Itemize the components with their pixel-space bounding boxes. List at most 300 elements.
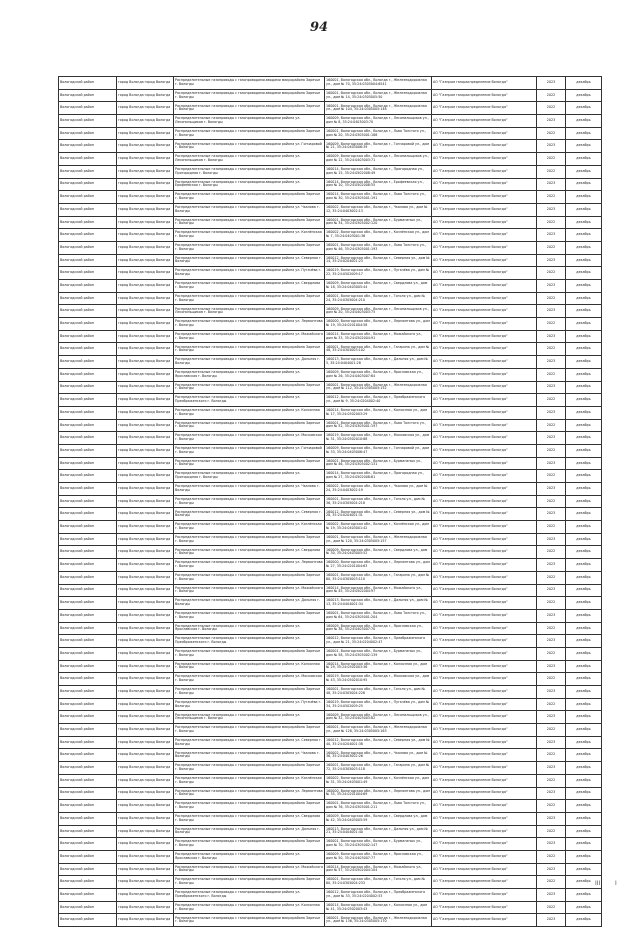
organization-cell: АО "Газпром газораспределение Вологда" — [432, 635, 537, 648]
address-cell: 160009, Вологодская обл., Вологда г., Лесопильщиков ул., дом № 20, 35:24:0403003:75 — [325, 305, 432, 318]
work-description-cell: Распределительные газопроводы с газопроводами-вводами района ул. Гончаровой г. Вологды — [174, 140, 325, 153]
address-cell: 160001, Вологодская обл., Вологда г., Железнодорожная ул., дом № 70, 35:24:0305004:6541 — [325, 77, 432, 90]
district-cell: Вологодский район — [59, 77, 117, 90]
organization-cell: АО "Газпром газораспределение Вологда" — [432, 432, 537, 445]
table-row — [59, 381, 602, 394]
organization-cell: АО "Газпром газораспределение Вологда" — [432, 444, 537, 457]
work-description-cell: Распределительные газопроводы с газопроводами-вводами микрорайона Заречье г. Вологды — [174, 292, 325, 305]
table-row — [59, 914, 602, 927]
district-cell: Вологодский район — [59, 191, 117, 204]
address-cell: 160012, Вологодская обл., Вологда г., Преображенского ул., дом № 9, 35:24:0204002:40 — [325, 394, 432, 407]
month-cell: декабрь — [566, 825, 602, 838]
address-cell: 160014, Вологодская обл., Вологда г., Колхозная ул., дом № 41, 35:24:0502003:43 — [325, 901, 432, 914]
organization-cell: АО "Газпром газораспределение Вологда" — [432, 660, 537, 673]
address-cell: 160014, Вологодская обл., Вологда г., Ерофеевская ул., дом № 10, 35:24:0502008:55 — [325, 178, 432, 191]
month-cell: декабрь — [566, 140, 602, 153]
district-cell: Вологодский район — [59, 889, 117, 902]
organization-cell: АО "Газпром газораспределение Вологда" — [432, 622, 537, 635]
work-description-cell: Распределительные газопроводы с газопроводами-вводами района ул. Можайского г. Вологды — [174, 863, 325, 876]
year-cell: 2023 — [537, 584, 566, 597]
settlement-cell: город Вологда город Вологда — [117, 419, 174, 432]
month-cell: декабрь — [566, 483, 602, 496]
address-cell: 160013, Вологодская обл., Вологда г., Дальняя ул., дом № 5, 35:24:0404001:28 — [325, 356, 432, 369]
organization-cell: АО "Газпром газораспределение Вологда" — [432, 241, 537, 254]
table-row — [59, 140, 602, 153]
year-cell: 2022 — [537, 343, 566, 356]
table-row — [59, 229, 602, 242]
month-cell: декабрь — [566, 444, 602, 457]
table-row — [59, 800, 602, 813]
address-cell: 160009, Вологодская обл., Вологда г., Лесопильщиков ул., дом № 32, 35:24:0403003:82 — [325, 711, 432, 724]
year-cell: 2023 — [537, 254, 566, 267]
district-cell: Вологодский район — [59, 178, 117, 191]
work-description-cell: Распределительные газопроводы с газопроводами-вводами района ул. Преображенского г. Вологды — [174, 889, 325, 902]
year-cell: 2023 — [537, 330, 566, 343]
work-description-cell: Распределительные газопроводы с газопроводами-вводами района ул. Лермонтова г. Вологды — [174, 318, 325, 331]
month-cell: декабрь — [566, 495, 602, 508]
work-description-cell: Распределительные газопроводы с газопроводами-вводами района ул. Ярославская г. Вологды — [174, 368, 325, 381]
work-description-cell: Распределительные газопроводы с газопроводами-вводами района ул. Северная г. Вологды — [174, 254, 325, 267]
organization-cell: АО "Газпром газораспределение Вологда" — [432, 267, 537, 280]
table-row — [59, 571, 602, 584]
month-cell: декабрь — [566, 241, 602, 254]
table-row — [59, 749, 602, 762]
address-cell: 160001, Вологодская обл., Вологда г., Железнодорожная ул., дом № 128, 35:24:0305005:163 — [325, 724, 432, 737]
organization-cell: АО "Газпром газораспределение Вологда" — [432, 812, 537, 825]
address-cell: 160001, Вологодская обл., Вологда г., Льва Толстого ул., дом № 20, 35:24:0305001:188 — [325, 127, 432, 140]
address-cell: 160014, Вологодская обл., Вологда г., Можайского ул., дом № 57, 35:24:0502004:104 — [325, 863, 432, 876]
work-description-cell: Распределительные газопроводы с газопроводами-вводами микрорайона Заречье г. Вологды — [174, 127, 325, 140]
address-cell: 160009, Вологодская обл., Вологда г., Ярославская ул., дом № 26, 35:24:0403007:64 — [325, 368, 432, 381]
work-description-cell: Распределительные газопроводы с газопроводами-вводами района ул. Лесопильщиков г. Вологды — [174, 153, 325, 166]
year-cell: 2022 — [537, 876, 566, 889]
address-cell: 160014, Вологодская обл., Вологда г., Колхозная ул., дом № 17, 35:24:0502003:29 — [325, 406, 432, 419]
settlement-cell: город Вологда город Вологда — [117, 521, 174, 534]
year-cell: 2023 — [537, 483, 566, 496]
organization-cell: АО "Газпром газораспределение Вологда" — [432, 140, 537, 153]
table-row — [59, 889, 602, 902]
address-cell: 160014, Вологодская обл., Вологда г., Льва Толстого ул., дом № 30, 35:24:0305001:191 — [325, 191, 432, 204]
month-cell: декабрь — [566, 254, 602, 267]
work-description-cell: Распределительные газопроводы с газопроводами-вводами микрорайона Заречье г. Вологды — [174, 77, 325, 90]
address-cell: 160001, Вологодская обл., Вологда г., Железнодорожная ул., дом № 14, 35:24:0305005:50 — [325, 89, 432, 102]
settlement-cell: город Вологда город Вологда — [117, 102, 174, 115]
table-row — [59, 673, 602, 686]
table-row — [59, 508, 602, 521]
year-cell: 2022 — [537, 127, 566, 140]
work-description-cell: Распределительные газопроводы с газопроводами-вводами района ул. Колхозная г. Вологды — [174, 901, 325, 914]
work-description-cell: Распределительные газопроводы с газопроводами-вводами района ул. Ярославская г. Вологды — [174, 850, 325, 863]
settlement-cell: город Вологда город Вологда — [117, 660, 174, 673]
month-cell: декабрь — [566, 356, 602, 369]
address-cell: 160001, Вологодская обл., Вологда г., Бурмагиных ул., дом № 46, 35:24:0305002:131 — [325, 457, 432, 470]
table-row — [59, 597, 602, 610]
work-description-cell: Распределительные газопроводы с газопроводами-вводами района ул. Можайского г. Вологды — [174, 584, 325, 597]
address-cell: 160002, Вологодская обл., Вологда г., Чкалова ул., дом № 24, 35:24:0403002:19 — [325, 483, 432, 496]
address-cell: 160001, Вологодская обл., Вологда г., Железнодорожная ул., дом № 112, 35:24:0305005:152 — [325, 381, 432, 394]
district-cell: Вологодский район — [59, 635, 117, 648]
settlement-cell: город Вологда город Вологда — [117, 368, 174, 381]
year-cell: 2022 — [537, 444, 566, 457]
month-cell: декабрь — [566, 863, 602, 876]
table-row — [59, 318, 602, 331]
year-cell: 2022 — [537, 698, 566, 711]
table-body — [59, 77, 602, 927]
organization-cell: АО "Газпром газораспределение Вологда" — [432, 178, 537, 191]
settlement-cell: город Вологда город Вологда — [117, 850, 174, 863]
table-row — [59, 635, 602, 648]
year-cell: 2023 — [537, 762, 566, 775]
work-description-cell: Распределительные газопроводы с газопроводами-вводами микрорайона Заречье г. Вологды — [174, 191, 325, 204]
organization-cell: АО "Газпром газораспределение Вологда" — [432, 419, 537, 432]
year-cell: 2022 — [537, 216, 566, 229]
address-cell: 160009, Вологодская обл., Вологда г., Свердлова ул., дом № 18, 35:24:0403005:44 — [325, 280, 432, 293]
month-cell: декабрь — [566, 698, 602, 711]
district-cell: Вологодский район — [59, 533, 117, 546]
address-cell: 160001, Вологодская обл., Вологда г., Льва Толстого ул., дом № 46, 35:24:0305001:193 — [325, 241, 432, 254]
settlement-cell: город Вологда город Вологда — [117, 622, 174, 635]
month-cell: декабрь — [566, 280, 602, 293]
organization-cell: АО "Газпром газораспределение Вологда" — [432, 203, 537, 216]
table-row — [59, 356, 602, 369]
year-cell: 2023 — [537, 356, 566, 369]
address-cell: 160012, Вологодская обл., Вологда г., Северная ул., дом № 14, 35:24:0204001:23 — [325, 254, 432, 267]
settlement-cell: город Вологда город Вологда — [117, 711, 174, 724]
table-row — [59, 191, 602, 204]
table-row — [59, 660, 602, 673]
table-row — [59, 698, 602, 711]
organization-cell: АО "Газпром газораспределение Вологда" — [432, 686, 537, 699]
settlement-cell: город Вологда город Вологда — [117, 800, 174, 813]
work-description-cell: Распределительные газопроводы с газопроводами-вводами микрорайона Заречье г. Вологды — [174, 686, 325, 699]
table-row — [59, 216, 602, 229]
work-description-cell: Распределительные газопроводы с газопроводами-вводами района ул. Колхозная г. Вологды — [174, 406, 325, 419]
month-cell: декабрь — [566, 191, 602, 204]
year-cell: 2022 — [537, 724, 566, 737]
work-description-cell: Распределительные газопроводы с газопроводами-вводами района ул. Свердлова г. Вологды — [174, 280, 325, 293]
district-cell: Вологодский район — [59, 546, 117, 559]
settlement-cell: город Вологда город Вологда — [117, 559, 174, 572]
table-row — [59, 127, 602, 140]
address-cell: 160001, Вологодская обл., Вологда г., Гагарина ул., дом № 48, 35:24:0305003:102 — [325, 343, 432, 356]
month-cell: декабрь — [566, 850, 602, 863]
settlement-cell: город Вологда город Вологда — [117, 838, 174, 851]
settlement-cell: город Вологда город Вологда — [117, 686, 174, 699]
month-cell: декабрь — [566, 812, 602, 825]
organization-cell: АО "Газпром газораспределение Вологда" — [432, 508, 537, 521]
month-cell: декабрь — [566, 647, 602, 660]
organization-cell: АО "Газпром газораспределение Вологда" — [432, 280, 537, 293]
settlement-cell: город Вологда город Вологда — [117, 863, 174, 876]
organization-cell: АО "Газпром газораспределение Вологда" — [432, 825, 537, 838]
district-cell: Вологодский район — [59, 863, 117, 876]
table-row — [59, 102, 602, 115]
settlement-cell: город Вологда город Вологда — [117, 457, 174, 470]
page-number: 94 — [310, 20, 329, 35]
month-cell: декабрь — [566, 749, 602, 762]
work-description-cell: Распределительные газопроводы с газопроводами-вводами района ул. Пригородная г. Вологды — [174, 470, 325, 483]
organization-cell: АО "Газпром газораспределение Вологда" — [432, 356, 537, 369]
work-description-cell: Распределительные газопроводы с газопроводами-вводами района ул. Лесопильщиков г. Вологды — [174, 305, 325, 318]
table-row — [59, 343, 602, 356]
year-cell: 2022 — [537, 241, 566, 254]
settlement-cell: город Вологда город Вологда — [117, 724, 174, 737]
address-cell: 160001, Вологодская обл., Вологда г., Гоголя ул., дом № 60, 35:24:0305004:233 — [325, 876, 432, 889]
month-cell: декабрь — [566, 457, 602, 470]
district-cell: Вологодский район — [59, 901, 117, 914]
month-cell: декабрь — [566, 394, 602, 407]
address-cell: 160014, Вологодская обл., Вологда г., Колхозная ул., дом № 29, 35:24:0502003:36 — [325, 660, 432, 673]
year-cell: 2022 — [537, 267, 566, 280]
settlement-cell: город Вологда город Вологда — [117, 876, 174, 889]
table-row — [59, 419, 602, 432]
address-cell: 160009, Вологодская обл., Вологда г., Ярославская ул., дом № 50, 35:24:0403007:77 — [325, 850, 432, 863]
table-row — [59, 444, 602, 457]
table-row — [59, 787, 602, 800]
district-cell: Вологодский район — [59, 432, 117, 445]
month-cell: декабрь — [566, 660, 602, 673]
district-cell: Вологодский район — [59, 254, 117, 267]
work-description-cell: Распределительные газопроводы с газопроводами-вводами района ул. Московская г. Вологды — [174, 673, 325, 686]
settlement-cell: город Вологда город Вологда — [117, 165, 174, 178]
year-cell: 2022 — [537, 622, 566, 635]
work-description-cell: Распределительные газопроводы с газопроводами-вводами микрорайона Заречье г. Вологды — [174, 800, 325, 813]
settlement-cell: город Вологда город Вологда — [117, 394, 174, 407]
work-description-cell: Распределительные газопроводы с газопроводами-вводами микрорайона Заречье г. Вологды — [174, 914, 325, 927]
settlement-cell: город Вологда город Вологда — [117, 406, 174, 419]
organization-cell: АО "Газпром газораспределение Вологда" — [432, 102, 537, 115]
organization-cell: АО "Газпром газораспределение Вологда" — [432, 889, 537, 902]
district-cell: Вологодский район — [59, 165, 117, 178]
district-cell: Вологодский район — [59, 203, 117, 216]
settlement-cell: город Вологда город Вологда — [117, 673, 174, 686]
organization-cell: АО "Газпром газораспределение Вологда" — [432, 305, 537, 318]
organization-cell: АО "Газпром газораспределение Вологда" — [432, 521, 537, 534]
address-cell: 160001, Вологодская обл., Вологда г., Гоголя ул., дом № 24, 35:24:0305004:210 — [325, 292, 432, 305]
work-description-cell: Распределительные газопроводы с газопроводами-вводами района ул. Лесопильщиков г. Вологды — [174, 115, 325, 128]
work-description-cell: Распределительные газопроводы с газопроводами-вводами микрорайона Заречье г. Вологды — [174, 102, 325, 115]
district-cell: Вологодский район — [59, 267, 117, 280]
month-cell: декабрь — [566, 838, 602, 851]
address-cell: 160009, Вологодская обл., Вологда г., Гончаровой ул., дом № 33, 35:24:0403006:47 — [325, 444, 432, 457]
organization-cell: АО "Газпром газораспределение Вологда" — [432, 153, 537, 166]
table-row — [59, 470, 602, 483]
address-cell: 160002, Вологодская обл., Вологда г., Козлёнская ул., дом № 31, 35:24:0403001:49 — [325, 774, 432, 787]
table-row — [59, 825, 602, 838]
table-row — [59, 686, 602, 699]
address-cell: 160013, Вологодская обл., Вологда г., Дальняя ул., дом № 13, 35:24:0404001:34 — [325, 597, 432, 610]
table-row — [59, 254, 602, 267]
address-cell: 160014, Вологодская обл., Вологда г., Можайского ул., дом № 33, 35:24:0502004:91 — [325, 330, 432, 343]
table-row — [59, 457, 602, 470]
month-cell: декабрь — [566, 914, 602, 927]
work-description-cell: Распределительные газопроводы с газопроводами-вводами района ул. Чкалова г. Вологды — [174, 749, 325, 762]
district-cell: Вологодский район — [59, 102, 117, 115]
settlement-cell: город Вологда город Вологда — [117, 229, 174, 242]
work-description-cell: Распределительные газопроводы с газопроводами-вводами района ул. Северная г. Вологды — [174, 508, 325, 521]
organization-cell: АО "Газпром газораспределение Вологда" — [432, 711, 537, 724]
work-description-cell: Распределительные газопроводы с газопроводами-вводами микрорайона Заречье г. Вологды — [174, 495, 325, 508]
address-cell: 160009, Вологодская обл., Вологда г., Свердлова ул., дом № 42, 35:24:0403005:59 — [325, 812, 432, 825]
year-cell: 2023 — [537, 559, 566, 572]
address-cell: 160002, Вологодская обл., Вологда г., Козлёнская ул., дом № 19, 35:24:0403001:42 — [325, 521, 432, 534]
district-cell: Вологодский район — [59, 825, 117, 838]
settlement-cell: город Вологда город Вологда — [117, 330, 174, 343]
year-cell: 2023 — [537, 533, 566, 546]
address-cell: 160014, Вологодская обл., Вологда г., Можайского ул., дом № 45, 35:24:0502004:97 — [325, 584, 432, 597]
organization-cell: АО "Газпром газораспределение Вологда" — [432, 838, 537, 851]
district-cell: Вологодский район — [59, 812, 117, 825]
district-cell: Вологодский район — [59, 800, 117, 813]
settlement-cell: город Вологда город Вологда — [117, 292, 174, 305]
table-row — [59, 305, 602, 318]
table-row — [59, 647, 602, 660]
month-cell: декабрь — [566, 622, 602, 635]
settlement-cell: город Вологда город Вологда — [117, 901, 174, 914]
month-cell: декабрь — [566, 787, 602, 800]
settlement-cell: город Вологда город Вологда — [117, 140, 174, 153]
work-description-cell: Распределительные газопроводы с газопроводами-вводами района ул. Чкалова г. Вологды — [174, 203, 325, 216]
month-cell: декабрь — [566, 584, 602, 597]
organization-cell: АО "Газпром газораспределение Вологда" — [432, 597, 537, 610]
district-cell: Вологодский район — [59, 318, 117, 331]
settlement-cell: город Вологда город Вологда — [117, 774, 174, 787]
organization-cell: АО "Газпром газораспределение Вологда" — [432, 406, 537, 419]
month-cell: декабрь — [566, 229, 602, 242]
settlement-cell: город Вологда город Вологда — [117, 635, 174, 648]
organization-cell: АО "Газпром газораспределение Вологда" — [432, 571, 537, 584]
organization-cell: АО "Газпром газораспределение Вологда" — [432, 318, 537, 331]
district-cell: Вологодский район — [59, 876, 117, 889]
address-cell: 160012, Вологодская обл., Вологда г., Преображенского ул., дом № 33, 35:24:0204002:53 — [325, 889, 432, 902]
month-cell: декабрь — [566, 343, 602, 356]
work-description-cell: Распределительные газопроводы с газопроводами-вводами района ул. Пугачёва г. Вологды — [174, 267, 325, 280]
district-cell: Вологодский район — [59, 914, 117, 927]
address-cell: 160001, Вологодская обл., Вологда г., Железнодорожная ул., дом № 136, 35:24:0305005:170 — [325, 914, 432, 927]
month-cell: декабрь — [566, 736, 602, 749]
year-cell: 2022 — [537, 292, 566, 305]
month-cell: декабрь — [566, 546, 602, 559]
table-row — [59, 203, 602, 216]
work-description-cell: Распределительные газопроводы с газопроводами-вводами района ул. Козлёнская г. Вологды — [174, 774, 325, 787]
address-cell: 160001, Вологодская обл., Вологда г., Льва Толстого ул., дом № 52, 35:24:0305001:197 — [325, 419, 432, 432]
gas-pipeline-table — [58, 76, 591, 927]
district-cell: Вологодский район — [59, 470, 117, 483]
address-cell: 160002, Вологодская обл., Вологда г., Чкалова ул., дом № 12, 35:24:0403002:13 — [325, 203, 432, 216]
month-cell: декабрь — [566, 711, 602, 724]
settlement-cell: город Вологда город Вологда — [117, 432, 174, 445]
settlement-cell: город Вологда город Вологда — [117, 356, 174, 369]
year-cell: 2023 — [537, 280, 566, 293]
address-cell: 160019, Вологодская обл., Вологда г., Московская ул., дом № 31, 35:24:0502010:88 — [325, 432, 432, 445]
district-cell: Вологодский район — [59, 686, 117, 699]
settlement-cell: город Вологда город Вологда — [117, 203, 174, 216]
settlement-cell: город Вологда город Вологда — [117, 762, 174, 775]
work-description-cell: Распределительные газопроводы с газопроводами-вводами района ул. Дальняя г. Вологды — [174, 597, 325, 610]
year-cell: 2023 — [537, 508, 566, 521]
work-description-cell: Распределительные газопроводы с газопроводами-вводами микрорайона Заречье г. Вологды — [174, 343, 325, 356]
district-cell: Вологодский район — [59, 483, 117, 496]
address-cell: 160009, Вологодская обл., Вологда г., Ярославская ул., дом № 38, 35:24:0403007:70 — [325, 622, 432, 635]
work-description-cell: Распределительные газопроводы с газопроводами-вводами района ул. Преображенского г. Вологды — [174, 394, 325, 407]
settlement-cell: город Вологда город Вологда — [117, 647, 174, 660]
settlement-cell: город Вологда город Вологда — [117, 153, 174, 166]
address-cell: 160001, Вологодская обл., Вологда г., Гагарина ул., дом № 60, 35:24:0305003:110 — [325, 571, 432, 584]
table-row — [59, 736, 602, 749]
settlement-cell: город Вологда город Вологда — [117, 127, 174, 140]
table-row — [59, 546, 602, 559]
table-row — [59, 622, 602, 635]
address-cell: 160012, Вологодская обл., Вологда г., Северная ул., дом № 28, 35:24:0204001:31 — [325, 508, 432, 521]
district-cell: Вологодский район — [59, 647, 117, 660]
year-cell: 2022 — [537, 394, 566, 407]
table-row — [59, 483, 602, 496]
month-cell: декабрь — [566, 115, 602, 128]
district-cell: Вологодский район — [59, 115, 117, 128]
month-cell: декабрь — [566, 724, 602, 737]
work-description-cell: Распределительные газопроводы с газопроводами-вводами микрорайона Заречье г. Вологды — [174, 457, 325, 470]
district-cell: Вологодский район — [59, 609, 117, 622]
district-cell: Вологодский район — [59, 622, 117, 635]
table-row — [59, 812, 602, 825]
year-cell: 2023 — [537, 203, 566, 216]
year-cell: 2022 — [537, 89, 566, 102]
month-cell: декабрь — [566, 89, 602, 102]
district-cell: Вологодский район — [59, 229, 117, 242]
month-cell: декабрь — [566, 368, 602, 381]
organization-cell: АО "Газпром газораспределение Вологда" — [432, 787, 537, 800]
work-description-cell: Распределительные газопроводы с газопроводами-вводами микрорайона Заречье г. Вологды — [174, 89, 325, 102]
settlement-cell: город Вологда город Вологда — [117, 508, 174, 521]
table-row — [59, 863, 602, 876]
settlement-cell: город Вологда город Вологда — [117, 546, 174, 559]
organization-cell: АО "Газпром газораспределение Вологда" — [432, 330, 537, 343]
settlement-cell: город Вологда город Вологда — [117, 305, 174, 318]
year-cell: 2022 — [537, 191, 566, 204]
work-description-cell: Распределительные газопроводы с газопроводами-вводами микрорайона Заречье г. Вологды — [174, 241, 325, 254]
year-cell: 2022 — [537, 749, 566, 762]
table-row — [59, 241, 602, 254]
district-cell: Вологодский район — [59, 140, 117, 153]
year-cell: 2023 — [537, 140, 566, 153]
district-cell: Вологодский район — [59, 508, 117, 521]
table-row — [59, 153, 602, 166]
settlement-cell: город Вологда город Вологда — [117, 89, 174, 102]
organization-cell: АО "Газпром газораспределение Вологда" — [432, 609, 537, 622]
month-cell: декабрь — [566, 419, 602, 432]
district-cell: Вологодский район — [59, 241, 117, 254]
district-cell: Вологодский район — [59, 787, 117, 800]
month-cell: декабрь — [566, 559, 602, 572]
year-cell: 2022 — [537, 153, 566, 166]
address-cell: 160002, Вологодская обл., Вологда г., Козлёнская ул., дом № 7, 35:24:0403001:36 — [325, 229, 432, 242]
organization-cell: АО "Газпром газораспределение Вологда" — [432, 343, 537, 356]
year-cell: 2022 — [537, 825, 566, 838]
settlement-cell: город Вологда город Вологда — [117, 444, 174, 457]
settlement-cell: город Вологда город Вологда — [117, 343, 174, 356]
work-description-cell: Распределительные газопроводы с газопроводами-вводами микрорайона Заречье г. Вологды — [174, 647, 325, 660]
work-description-cell: Распределительные газопроводы с газопроводами-вводами микрорайона Заречье г. Вологды — [174, 533, 325, 546]
year-cell: 2022 — [537, 495, 566, 508]
work-description-cell: Распределительные газопроводы с газопроводами-вводами микрорайона Заречье г. Вологды — [174, 838, 325, 851]
month-cell: декабрь — [566, 432, 602, 445]
work-description-cell: Распределительные газопроводы с газопроводами-вводами микрорайона Заречье г. Вологды — [174, 216, 325, 229]
organization-cell: АО "Газпром газораспределение Вологда" — [432, 191, 537, 204]
address-cell: 160001, Вологодская обл., Вологда г., Льва Толстого ул., дом № 76, 35:24:0305001:211 — [325, 800, 432, 813]
work-description-cell: Распределительные газопроводы с газопроводами-вводами микрорайона Заречье г. Вологды — [174, 724, 325, 737]
organization-cell: АО "Газпром газораспределение Вологда" — [432, 774, 537, 787]
address-cell: 160019, Вологодская обл., Вологда г., Пугачёва ул., дом № 22, 35:24:0502009:17 — [325, 267, 432, 280]
